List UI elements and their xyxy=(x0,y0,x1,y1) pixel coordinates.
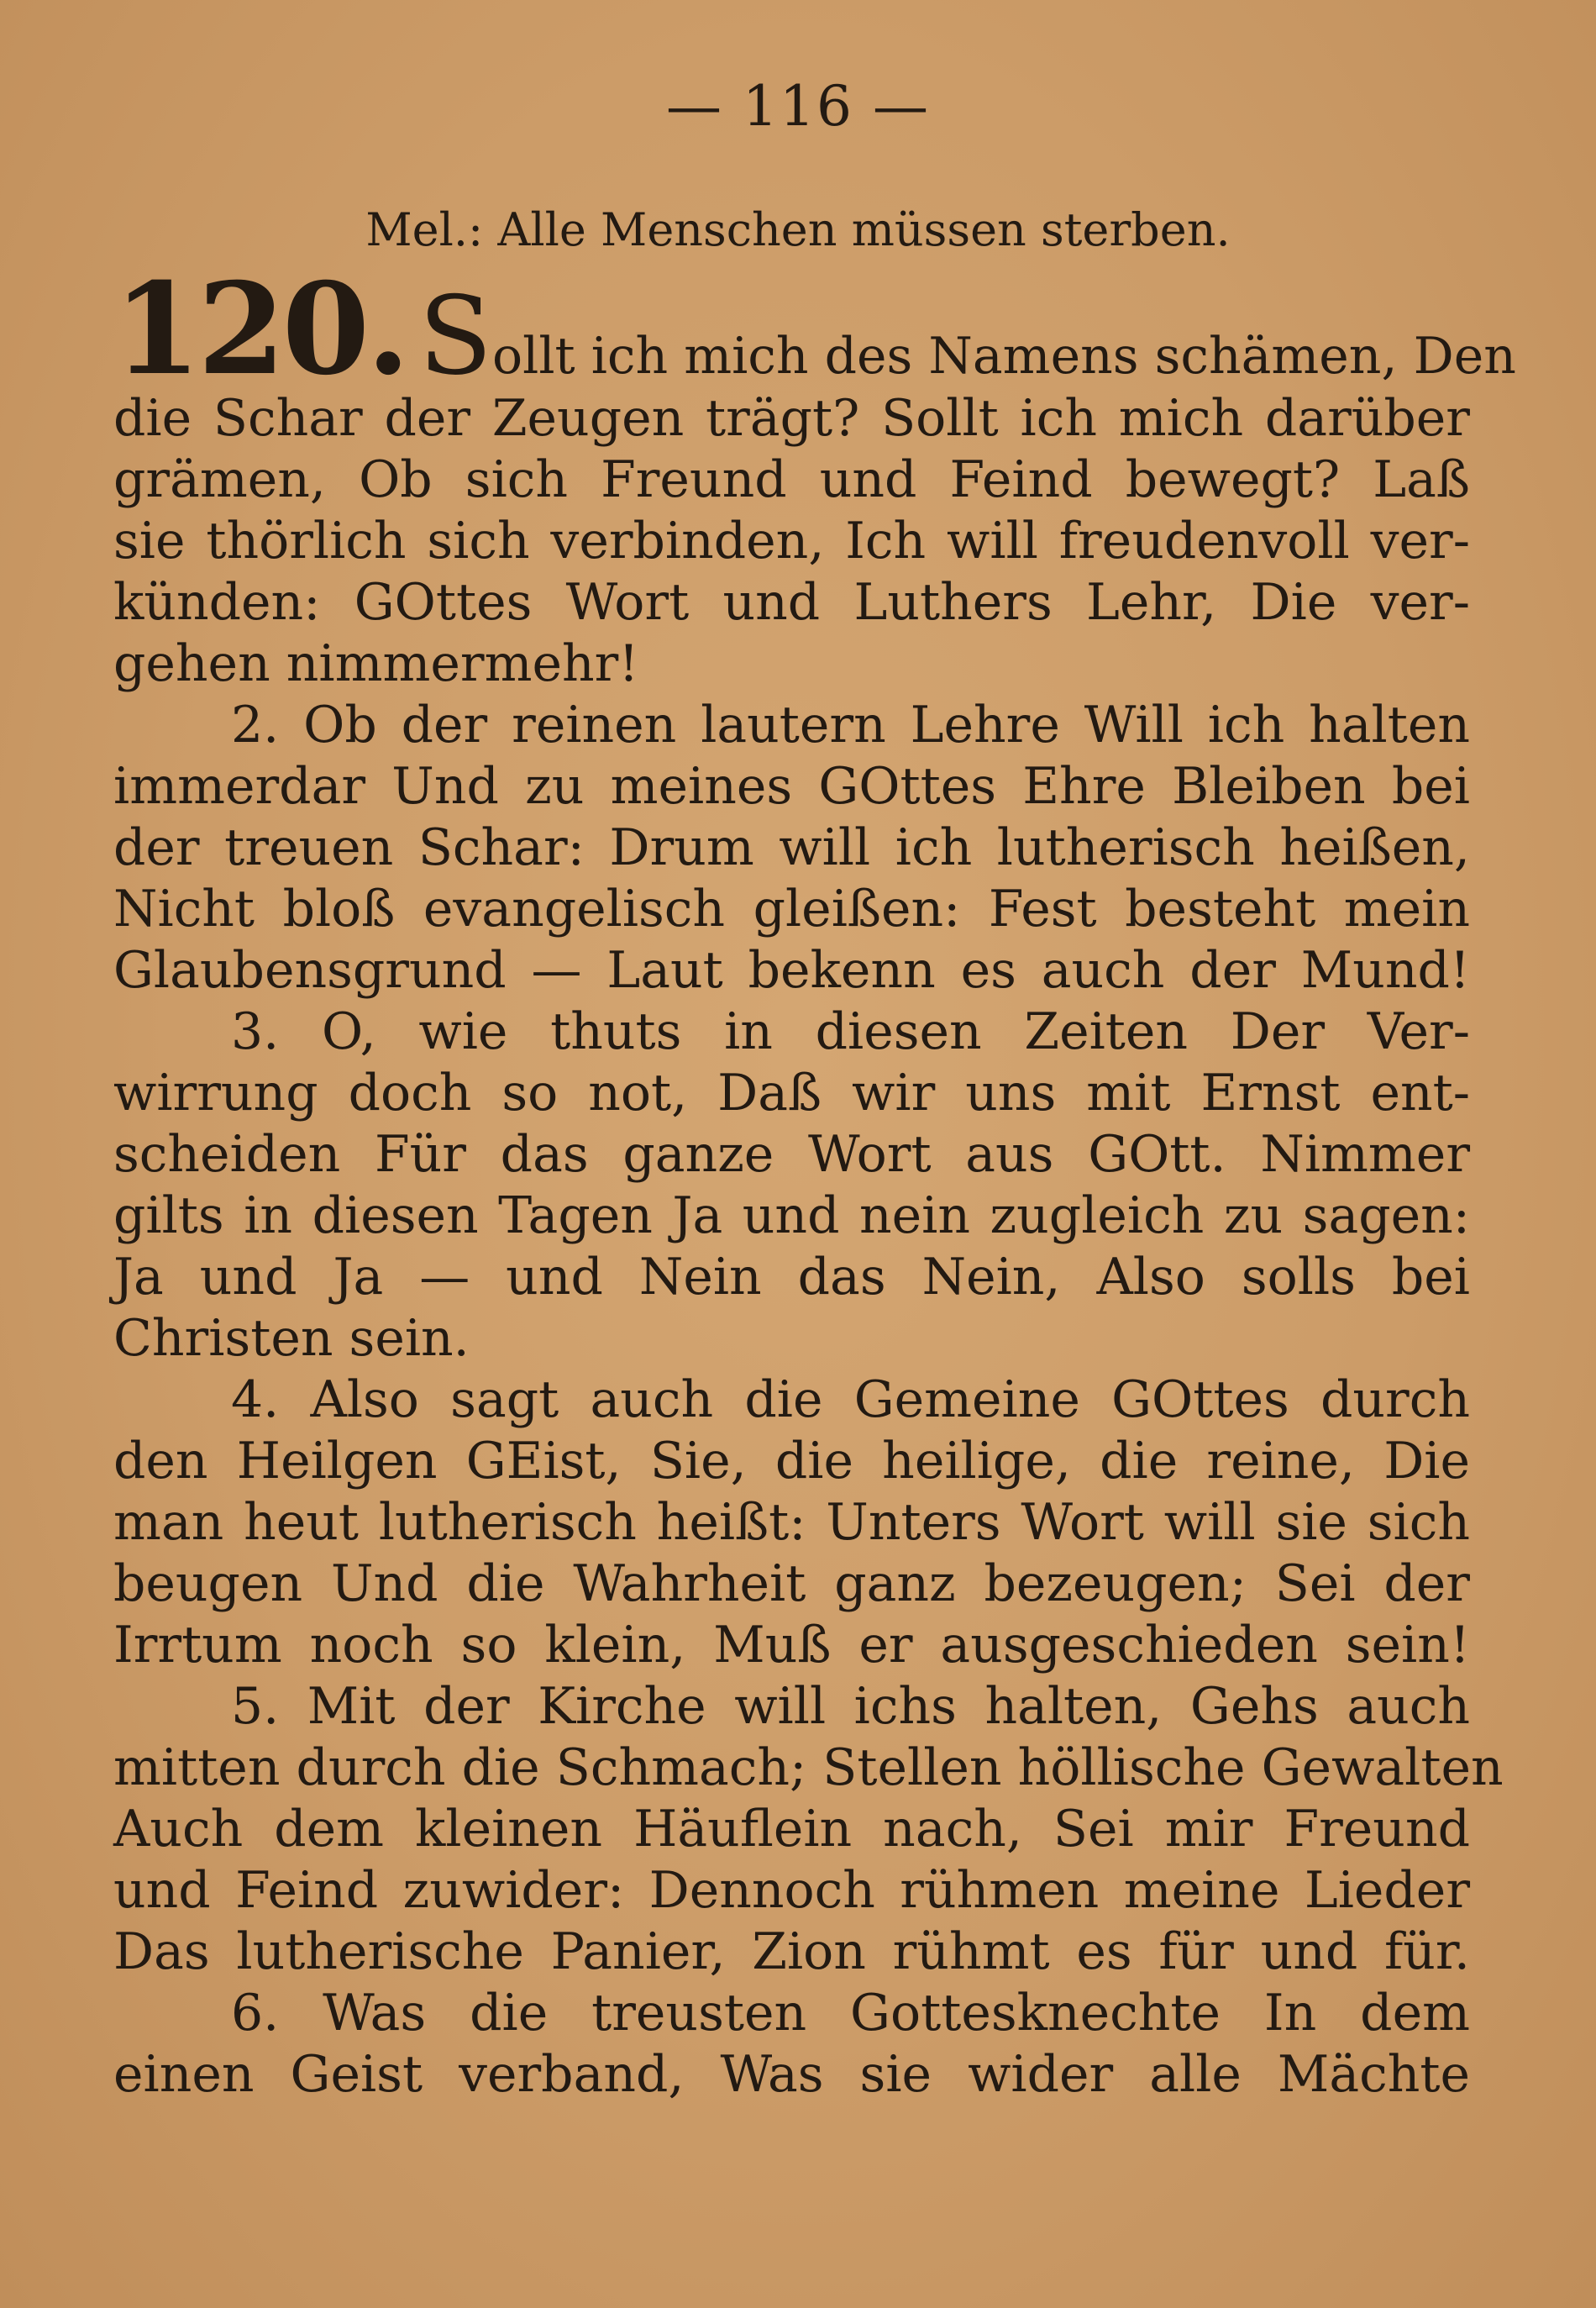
hymn-text xyxy=(113,255,1516,2106)
verse-line: Irrtum noch so klein, Muß er ausgeschieden sein! xyxy=(113,1616,1470,1674)
verse-line: man heut lutherisch heißt: Unters Wort will sie sich xyxy=(113,1493,1470,1552)
verse-line: Nicht bloß evangelisch gleißen: Fest besteht mein xyxy=(113,880,1470,938)
verse-line: den Heilgen GEist, Sie, die heilige, die reine, Die xyxy=(113,1432,1470,1490)
verse-line: Das lutherische Panier, Zion rühmt es für und für. xyxy=(113,1922,1470,1981)
verse-line: 5. Mit der Kirche will ichs halten, Gehs auch xyxy=(231,1677,1470,1736)
verse-line: mitten durch die Schmach; Stellen höllische Gewalten xyxy=(113,1738,1504,1797)
verse-line: und Feind zuwider: Dennoch rühmen meine Lieder xyxy=(113,1861,1470,1920)
verse-line: künden: GOttes Wort und Luthers Lehr, Die ver- xyxy=(113,573,1470,632)
verse-line: einen Geist verband, Was sie wider alle Mächte xyxy=(113,2045,1470,2104)
verse-line: scheiden Für das ganze Wort aus GOtt. Nimmer xyxy=(113,1125,1470,1184)
verse-line: gehen nimmermehr! xyxy=(113,634,639,693)
verse-line: die Schar der Zeugen trägt? Sollt ich mich darüber xyxy=(113,389,1470,448)
hymn-first-line-text: ollt ich mich des Namens schämen, Den xyxy=(492,327,1516,386)
verse-line: Christen sein. xyxy=(113,1309,470,1368)
hymn-number: 120. xyxy=(113,255,407,403)
verse-line: beugen Und die Wahrheit ganz bezeugen; Sei der xyxy=(113,1554,1470,1613)
verse-line: gilts in diesen Tagen Ja und nein zugleich zu sagen: xyxy=(113,1186,1470,1245)
verse-line: 6. Was die treusten Gottesknechte In dem xyxy=(231,1984,1470,2043)
verse-line: Ja und Ja — und Nein das Nein, Also solls bei xyxy=(113,1248,1470,1306)
verse-line: der treuen Schar: Drum will ich lutherisch heißen, xyxy=(113,818,1470,877)
verse-line: 2. Ob der reinen lautern Lehre Will ich halten xyxy=(231,696,1470,754)
page-number: — 116 — xyxy=(666,74,930,139)
verse-line: grämen, Ob sich Freund und Feind bewegt? Laß xyxy=(113,450,1470,509)
verse-line: immerdar Und zu meines GOttes Ehre Bleiben bei xyxy=(113,757,1470,816)
verse-line: Auch dem kleinen Häuflein nach, Sei mir Freund xyxy=(113,1800,1470,1858)
hymn-first-line xyxy=(113,255,1516,403)
verse-line: Glaubensgrund — Laut bekenn es auch der Mund! xyxy=(113,941,1470,1000)
verse-line: 3. O, wie thuts in diesen Zeiten Der Ver- xyxy=(231,1002,1470,1061)
verse-line: 4. Also sagt auch die Gemeine GOttes durch xyxy=(231,1370,1470,1429)
verse-line: sie thörlich sich verbinden, Ich will freudenvoll ver- xyxy=(113,512,1470,570)
hymn-initial: S xyxy=(418,274,493,399)
verse-line: wirrung doch so not, Daß wir uns mit Ernst ent- xyxy=(113,1064,1470,1122)
melody-line: Mel.: Alle Menschen müssen sterben. xyxy=(365,203,1231,256)
